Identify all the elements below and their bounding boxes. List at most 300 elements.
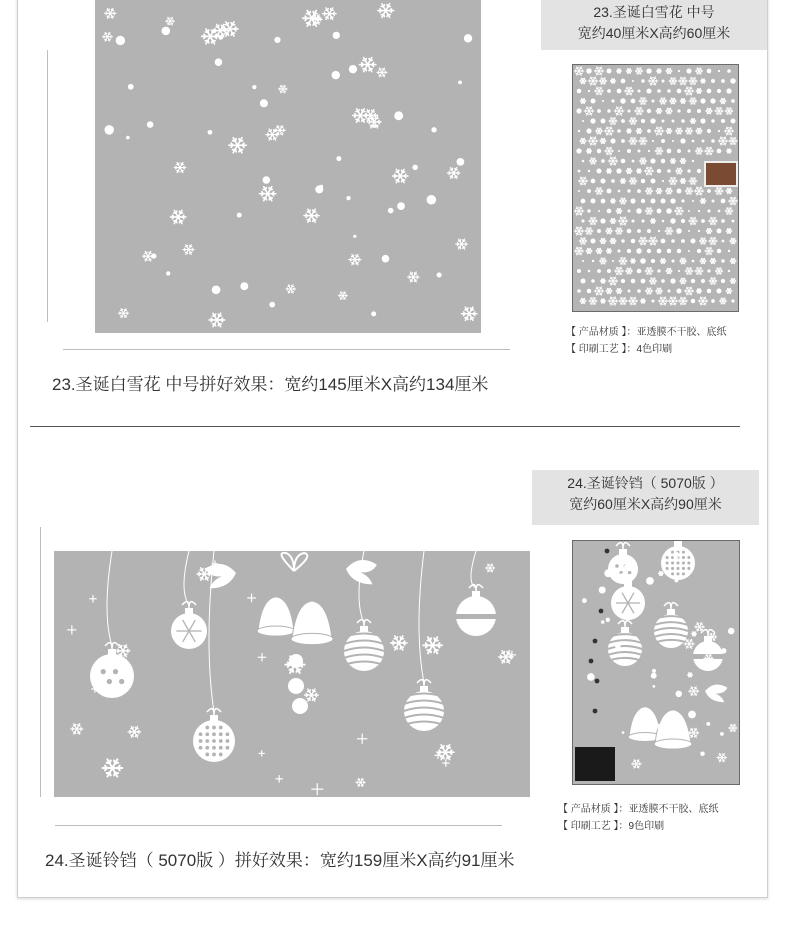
snow-dot [162, 27, 171, 36]
snow-dot [636, 248, 641, 253]
snowflake-icon [635, 107, 644, 115]
snow-dot [607, 269, 611, 273]
snow-dot [587, 189, 591, 193]
snowflake-icon [666, 268, 673, 274]
snow-dot [692, 140, 695, 143]
snowflake-icon [706, 228, 712, 233]
snow-dot [628, 290, 631, 293]
snowflake-icon [729, 724, 737, 731]
snow-dot [686, 68, 691, 73]
snow-dot [681, 219, 685, 223]
snow-dot [667, 89, 670, 92]
snow-dot [651, 673, 657, 679]
snow-dot [717, 89, 721, 93]
snow-dot [721, 279, 725, 283]
snowflake-icon [629, 118, 637, 125]
snow-dot [627, 189, 630, 192]
snow-dot [388, 208, 394, 214]
snow-dot [728, 250, 730, 252]
sparkle-icon [89, 595, 96, 602]
snow-dot [612, 260, 614, 262]
snow-dot [333, 32, 340, 39]
snow-dot [600, 178, 605, 183]
snowflake-icon [423, 637, 442, 653]
snow-dot [662, 120, 665, 123]
snowflake-icon [724, 127, 734, 135]
snowflake-icon [447, 168, 460, 179]
snow-dot [592, 260, 594, 262]
sparkle-icon [357, 734, 367, 744]
snow-dot [718, 130, 720, 132]
snow-dot [697, 169, 701, 173]
snow-dot [651, 99, 654, 102]
ornament-ball-icon [344, 620, 384, 671]
snow-dot [667, 249, 671, 253]
snow-dot [237, 213, 242, 218]
snowflake-icon [700, 258, 706, 263]
snowflake-icon [456, 239, 468, 249]
snow-dot [671, 259, 674, 262]
snow-dot [717, 249, 721, 253]
snowflake-icon [730, 238, 737, 244]
snowflake-icon [594, 67, 603, 75]
snowflake-icon [584, 107, 594, 115]
snow-dot [662, 220, 665, 223]
snow-dot [646, 88, 651, 93]
snowflake-icon [606, 249, 612, 254]
snow-dot [615, 642, 621, 648]
snow-dot [677, 249, 681, 253]
snow-dot [641, 279, 646, 284]
snowflake-icon [679, 297, 688, 305]
sheet-thumbnail [575, 747, 615, 781]
sheet-label-tag [704, 161, 738, 187]
snowflake-icon [666, 68, 672, 74]
snowflake-icon [710, 258, 716, 263]
snow-dot [692, 260, 695, 263]
snow-dot [652, 669, 656, 673]
snowflake-icon [353, 109, 369, 122]
snowflake-icon [608, 277, 617, 285]
snow-dot [588, 170, 590, 172]
snowflake-icon [729, 137, 737, 144]
material-23: 【 产品材质 】：亚透膜不干胶、底纸 [566, 327, 727, 338]
snow-dot [721, 648, 726, 653]
snow-dot [620, 98, 625, 103]
snow-dot [657, 169, 661, 173]
snowflake-icon [636, 128, 642, 133]
snow-dot [597, 229, 601, 233]
snowflake-icon [462, 307, 477, 320]
snowflake-icon [680, 158, 686, 163]
snowflake-icon [630, 259, 635, 264]
snow-dot [691, 299, 695, 303]
snow-dot [707, 89, 712, 94]
snowflake-icon [360, 58, 376, 72]
snow-dot [718, 210, 721, 213]
snowflake-icon [718, 137, 728, 145]
snowflake-icon [705, 147, 714, 155]
snow-dot [637, 289, 641, 293]
snow-dot [647, 229, 651, 233]
snowflake-icon [670, 159, 676, 164]
snowflake-icon [705, 247, 713, 254]
snow-dot [622, 731, 625, 734]
snow-dot [599, 587, 606, 594]
snowflake-icon [606, 169, 611, 174]
snow-dot [353, 235, 356, 238]
snowflake-icon [286, 285, 296, 293]
snowflake-icon [709, 237, 718, 244]
snow-dot [645, 725, 647, 727]
ornament-ball-icon [693, 630, 723, 671]
snow-dot [698, 210, 700, 212]
snow-dot [647, 249, 651, 253]
snowflake-icon [600, 238, 606, 244]
snowflake-icon [720, 98, 726, 103]
snow-dot [727, 69, 731, 73]
snow-dot [412, 165, 417, 170]
snow-dot [607, 209, 612, 214]
snowflake-icon [170, 210, 185, 223]
snowflake-icon [726, 228, 732, 233]
snowflake-icon [71, 724, 83, 735]
snowflake-icon [609, 117, 617, 124]
snow-dot [332, 71, 340, 79]
snow-dot [590, 238, 595, 243]
snow-dot [677, 149, 681, 153]
snowflake-icon [105, 8, 116, 18]
caption-23: 23.圣诞白雪花 中号拼好效果：宽约145厘米X高约134厘米 [52, 375, 489, 394]
snowflake-sheet-23 [572, 64, 739, 312]
snowflake-icon [102, 32, 112, 41]
bow-icon [282, 553, 308, 571]
bell-effect-preview [54, 551, 530, 797]
snow-dot [315, 185, 323, 193]
snowflake-icon [645, 267, 653, 274]
snow-dot [698, 230, 700, 232]
left-guide-line [47, 50, 48, 322]
snowflake-icon [589, 297, 597, 304]
snow-dot [597, 109, 601, 113]
snow-dot [582, 160, 585, 163]
snow-dot [700, 751, 705, 756]
snow-dot [610, 138, 615, 143]
snow-dot [651, 179, 656, 184]
snow-dot [732, 220, 735, 223]
snow-dot [632, 160, 635, 163]
snowflake-icon [689, 77, 697, 84]
snowflake-icon [260, 187, 276, 201]
snowflake-icon [675, 128, 682, 134]
snow-dot [464, 34, 472, 42]
bell-icon [257, 597, 295, 636]
snow-dot [699, 645, 702, 648]
snow-dot [602, 100, 604, 102]
snow-dot [622, 660, 628, 666]
snow-dot [578, 130, 580, 132]
snow-dot [717, 289, 722, 294]
snowflake-icon [619, 198, 626, 204]
snow-dot [678, 270, 680, 272]
snowflake-icon [660, 258, 666, 263]
snow-dot [274, 37, 280, 43]
sheet-number-marker [589, 659, 594, 664]
snow-dot [658, 230, 660, 232]
snowflake-icon [715, 268, 723, 275]
snowflake-icon [655, 147, 663, 154]
snow-dot [651, 299, 654, 302]
snow-dot [601, 159, 605, 163]
snowflake-icon [620, 179, 626, 184]
snow-dot [677, 89, 682, 94]
snowflake-icon [437, 745, 454, 760]
snow-dot [691, 279, 695, 283]
snow-dot [588, 270, 591, 273]
snow-dot [657, 249, 662, 254]
snow-dot [660, 198, 665, 203]
snow-dot [707, 269, 710, 272]
snow-dot [671, 239, 675, 243]
snow-dot [731, 119, 736, 124]
snow-dot [617, 89, 622, 94]
snowflake-icon [229, 138, 246, 153]
snowflake-icon [670, 98, 677, 104]
snow-dot [431, 127, 436, 132]
snow-dot [601, 199, 606, 204]
snowflake-icon [626, 69, 632, 74]
snow-dot [670, 218, 675, 223]
snow-dot [631, 99, 636, 104]
snowflake-icon [595, 87, 604, 95]
snow-dot [597, 149, 601, 153]
snowflake-icon [624, 87, 633, 95]
snowflake-icon [694, 187, 703, 195]
snowflake-icon [689, 687, 699, 696]
snow-dot [581, 199, 586, 204]
snow-dot [721, 119, 725, 123]
snow-dot [151, 253, 156, 258]
snowflake-icon [579, 238, 587, 245]
snow-dot [697, 249, 701, 253]
snowflake-icon [128, 726, 141, 737]
snowflake-icon [666, 108, 673, 114]
snowflake-icon [599, 258, 606, 264]
snow-dot [618, 150, 620, 152]
snow-dot [692, 200, 694, 202]
snow-dot [641, 79, 644, 82]
snow-dot [681, 239, 685, 243]
snow-dot [701, 279, 705, 283]
snow-dot [627, 229, 632, 234]
snow-dot [706, 722, 710, 726]
snow-dot [680, 138, 685, 143]
snow-dot [619, 573, 626, 580]
snow-dot [577, 289, 581, 293]
snow-dot [731, 299, 734, 302]
snowflake-icon [669, 78, 677, 85]
snow-dot [397, 202, 405, 210]
snow-dot [457, 158, 465, 166]
snow-dot [667, 169, 671, 173]
snow-dot [688, 210, 690, 212]
snow-dot [688, 150, 691, 153]
snowflake-icon [674, 207, 683, 215]
snow-dot [646, 68, 651, 73]
snow-dot [611, 99, 614, 102]
snowflake-icon [599, 78, 607, 85]
snowflake-icon [586, 149, 591, 154]
snowflake-icon [209, 313, 225, 327]
snow-dot [711, 79, 715, 83]
snow-dot [681, 199, 684, 202]
snowflake-icon [614, 107, 624, 116]
snowflake-icon [640, 299, 645, 304]
snow-dot [587, 209, 590, 212]
snowflake-icon [606, 288, 612, 294]
snowflake-icon [658, 297, 668, 305]
snow-dot [215, 58, 223, 66]
snowflake-icon [717, 753, 727, 761]
snowflake-icon [659, 98, 666, 104]
snow-dot [661, 159, 665, 163]
snowflake-icon [499, 651, 513, 664]
sparkle-icon [275, 775, 282, 782]
snow-dot [661, 279, 665, 283]
snow-dot [661, 139, 665, 143]
snowflake-icon [377, 68, 387, 77]
snow-dot [676, 691, 683, 698]
printing-23: 【 印刷工艺 】：4色印刷 [566, 344, 673, 355]
spec-size-23: 宽约40厘米X高约60厘米 [577, 25, 731, 41]
sheet-number-marker [595, 679, 600, 684]
snow-dot [678, 70, 680, 72]
snow-dot [212, 285, 221, 294]
snowflake-icon [629, 178, 637, 185]
snowflake-icon [696, 88, 702, 93]
snow-dot [641, 219, 644, 222]
snowflake-icon [338, 292, 347, 300]
snowflake-icon [588, 77, 598, 85]
snow-dot [628, 210, 631, 213]
snowflake-icon [626, 168, 632, 173]
snowflake-icon [658, 571, 663, 575]
spec-box-23 [541, 0, 767, 50]
spec-box-24 [532, 470, 759, 525]
snowflake-icon [580, 78, 587, 84]
snowflake-icon [594, 287, 604, 295]
bell-sheet-24 [572, 540, 740, 785]
ornament-ball-icon [608, 621, 642, 666]
snowflake-icon [619, 297, 627, 304]
snowflake-icon [730, 258, 736, 263]
snow-dot [718, 70, 720, 72]
snow-dot [647, 129, 651, 133]
snowflake-icon [610, 218, 616, 223]
snowflake-icon [574, 227, 584, 235]
snowflake-icon [595, 128, 602, 134]
snowflake-effect-preview [95, 0, 481, 333]
snowflake-icon [691, 632, 696, 636]
snow-dot [371, 311, 376, 316]
snowflake-icon [596, 248, 602, 253]
snow-dot [652, 685, 655, 688]
snow-dot [606, 68, 611, 73]
snow-dot [681, 119, 685, 123]
snow-dot [676, 288, 681, 293]
hanging-string [471, 551, 476, 588]
snow-dot [730, 78, 735, 83]
snowflake-icon [725, 108, 733, 115]
snowflake-icon [700, 79, 705, 83]
snowflake-icon [391, 636, 407, 650]
snowflake-icon [610, 238, 616, 244]
snow-dot [621, 139, 625, 143]
snow-dot [631, 219, 634, 222]
spec-title-23: 23.圣诞白雪花 中号 [593, 4, 715, 20]
snow-dot [591, 279, 595, 283]
snow-dot [637, 269, 642, 274]
section-separator [30, 426, 740, 427]
snow-dot [688, 711, 696, 719]
snow-dot [607, 189, 612, 194]
snow-dot [688, 250, 690, 252]
snowflake-icon [378, 4, 394, 18]
sparkle-icon [311, 783, 323, 795]
snowflake-icon [616, 69, 621, 73]
snow-dot [582, 598, 587, 603]
snowflake-icon [166, 17, 175, 25]
snowflake-icon [666, 128, 672, 133]
sparkle-icon [67, 625, 76, 634]
snow-dot [600, 218, 605, 223]
snow-dot [650, 118, 655, 123]
snow-dot [661, 239, 666, 244]
bell-icon [654, 710, 692, 749]
snow-dot [711, 139, 715, 143]
snow-dot [621, 119, 625, 123]
snow-dot [607, 89, 611, 93]
snowflake-icon [699, 238, 707, 245]
snow-dot [394, 111, 403, 120]
snowflake-icon [655, 288, 662, 294]
snowflake-icon [619, 257, 627, 264]
snow-dot [702, 140, 705, 143]
snow-dot [578, 190, 580, 192]
snow-dot [648, 150, 650, 152]
snow-dot [728, 270, 730, 272]
snowflake-icon [615, 228, 623, 235]
snowflake-icon [715, 107, 723, 114]
snowflake-icon [304, 209, 319, 222]
snow-dot [116, 36, 125, 45]
sparkle-icon [258, 653, 266, 661]
snow-dot [627, 149, 631, 153]
snow-dot [597, 269, 601, 273]
snow-dot [577, 89, 582, 94]
snowflake-icon [608, 297, 618, 305]
caption-rule-24 [55, 825, 502, 826]
snow-dot [596, 168, 601, 173]
snow-dot [726, 88, 731, 93]
snowflake-icon [726, 288, 732, 293]
snowflake-icon [580, 98, 586, 103]
snow-dot [687, 109, 691, 113]
hanging-string [107, 551, 112, 646]
snow-dot [624, 564, 628, 568]
snow-dot [611, 179, 615, 183]
snowflake-icon [730, 278, 736, 283]
